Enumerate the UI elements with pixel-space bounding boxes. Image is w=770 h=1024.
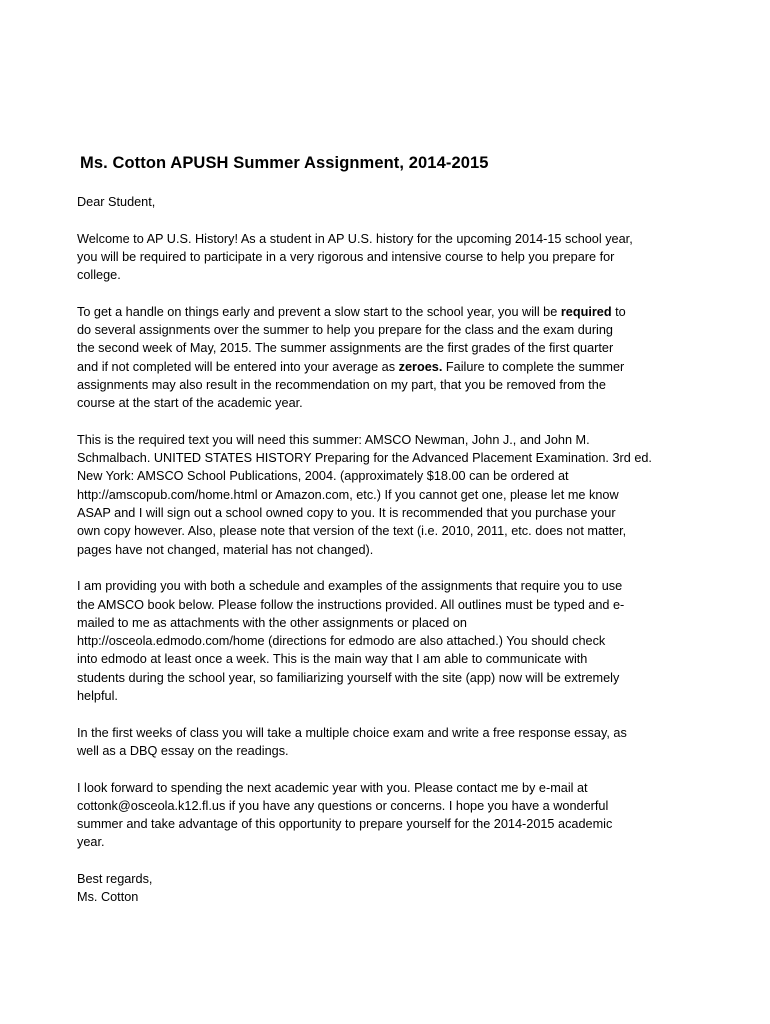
paragraph-line: In the first weeks of class you will take a multiple choice exam and write a free response essay, as [77, 725, 627, 740]
emphasis-required: required [560, 304, 612, 319]
paragraph-line: well as a DBQ essay on the readings. [77, 743, 289, 758]
paragraph-line: college. [77, 268, 121, 283]
paragraph-line: course at the start of the academic year. [77, 396, 303, 411]
paragraph-line: own copy however. Also, please note that version of the text (i.e. 2010, 2011, etc. does not matter, [77, 524, 627, 539]
salutation-line: Dear Student, [77, 195, 156, 209]
closing: Best regards, [77, 871, 153, 886]
paragraph-line: students during the school year, so familiarizing yourself with the site (app) now will be extremely [77, 670, 620, 685]
paragraph-line: you will be required to participate in a very rigorous and intensive course to help you prepare for [77, 249, 615, 264]
paragraph-line: ASAP and I will sign out a school owned copy to you. It is recommended that you purchase your [77, 506, 616, 521]
paragraph-line: the second week of May, 2015. The summer assignments are the first grades of the first quarter [77, 341, 614, 356]
paragraph-line [77, 303, 697, 321]
paragraph-line [77, 358, 697, 376]
paragraph-line: summer and take advantage of this opportunity to prepare yourself for the 2014-2015 academic [77, 817, 613, 832]
emphasis-zeroes: zeroes. [398, 359, 443, 374]
signature: Ms. Cotton [77, 890, 139, 905]
paragraph-line: This is the required text you will need this summer: AMSCO Newman, John J., and John M. [77, 432, 590, 447]
text-run: To get a handle on things early and prevent a slow start to the school year, you will be [77, 304, 561, 319]
text-run: Failure to complete the summer [442, 359, 625, 374]
text-run: and if not completed will be entered into your average as [77, 359, 399, 374]
paragraph-welcome [77, 230, 697, 285]
paragraph-exams [77, 724, 697, 761]
paragraph-line: assignments may also result in the recommendation on my part, that you be removed from the [77, 377, 606, 392]
paragraph-line: New York: AMSCO School Publications, 2004. (approximately $18.00 can be ordered at [77, 469, 569, 484]
paragraph-line: helpful. [77, 689, 118, 704]
paragraph-required-text [77, 431, 697, 559]
paragraph-line: the AMSCO book below. Please follow the instructions provided. All outlines must be typed and e- [77, 597, 625, 612]
salutation [77, 193, 697, 211]
paragraph-line: year. [77, 835, 105, 850]
paragraph-line: I look forward to spending the next academic year with you. Please contact me by e-mail at [77, 780, 588, 795]
paragraph-line: cottonk@osceola.k12.fl.us if you have any questions or concerns. I hope you have a wonderful [77, 798, 609, 813]
document-title: Ms. Cotton APUSH Summer Assignment, 2014-2015 [80, 154, 489, 172]
text-run: to [611, 304, 626, 319]
paragraph-line: http://amscopub.com/home.html or Amazon.com, etc.) If you cannot get one, please let me know [77, 487, 619, 502]
paragraph-line: do several assignments over the summer to help you prepare for the class and the exam during [77, 323, 613, 338]
paragraph-line: pages have not changed, material has not changed). [77, 542, 374, 557]
paragraph-line: http://osceola.edmodo.com/home (directions for edmodo are also attached.) You should check [77, 634, 606, 649]
paragraph-contact [77, 779, 697, 852]
paragraph-line: into edmodo at least once a week. This is the main way that I am able to communicate with [77, 652, 588, 667]
paragraph-assignments [77, 577, 697, 705]
paragraph-line: Schmalbach. UNITED STATES HISTORY Preparing for the Advanced Placement Examination. 3rd ed. [77, 451, 652, 466]
closing-block [77, 870, 697, 907]
paragraph-line: Welcome to AP U.S. History! As a student in AP U.S. history for the upcoming 2014-15 school year, [77, 231, 633, 246]
letter-body [77, 193, 697, 925]
paragraph-line: I am providing you with both a schedule and examples of the assignments that require you to use [77, 579, 623, 594]
paragraph-requirements [77, 303, 697, 413]
paragraph-line: mailed to me as attachments with the other assignments or placed on [77, 615, 467, 630]
